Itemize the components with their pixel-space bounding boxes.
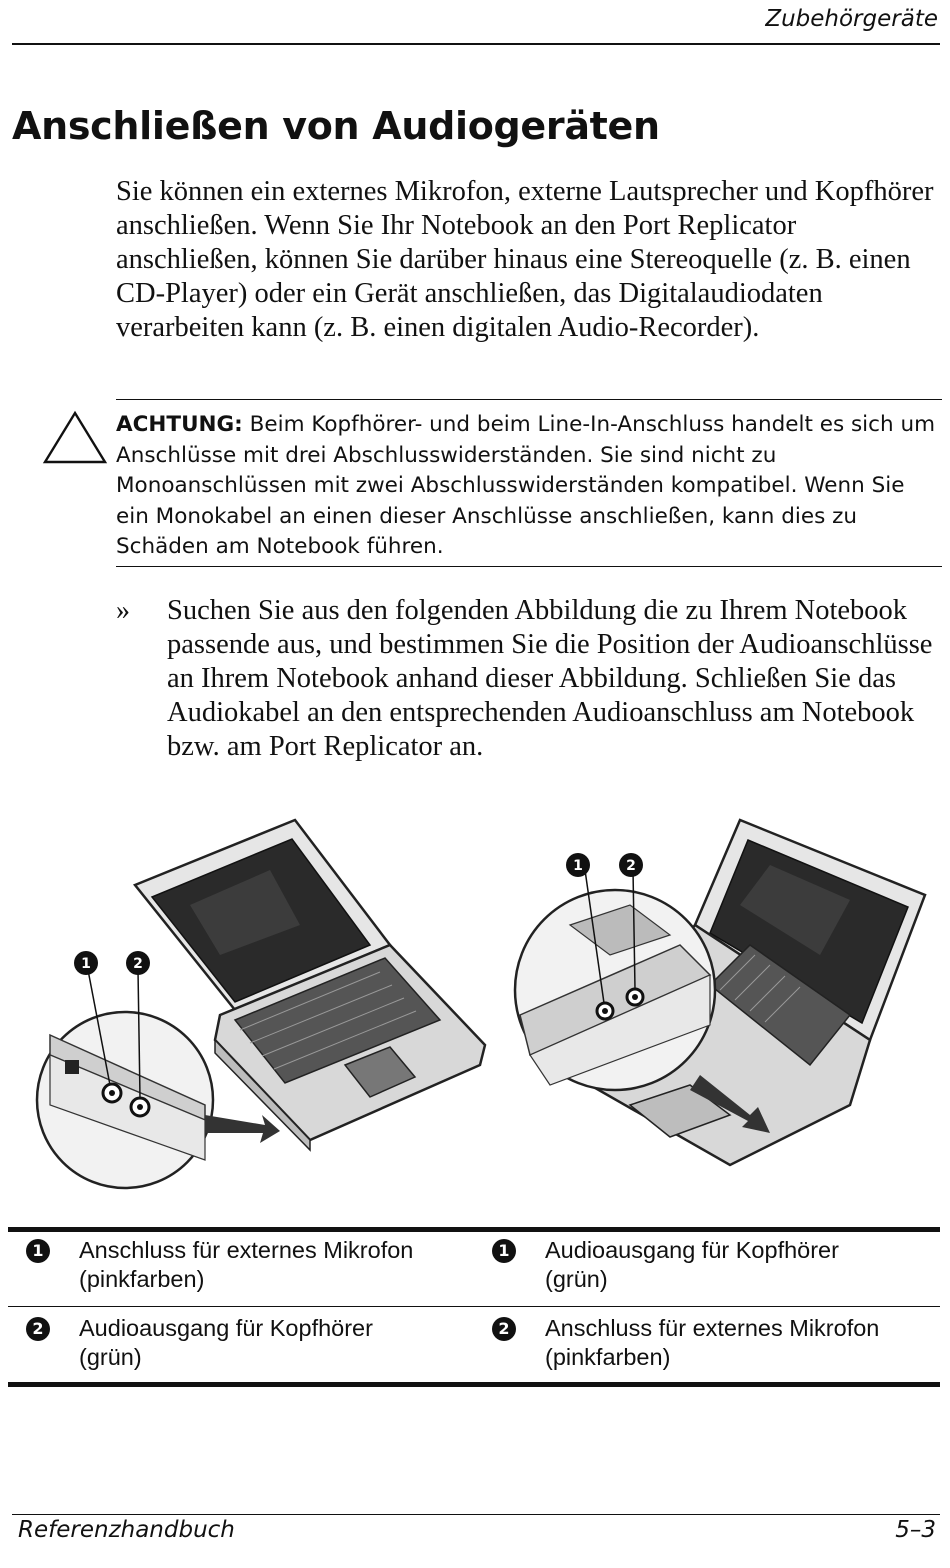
- legend-row2-left-text: [79, 1314, 373, 1372]
- legend-rule-bottom: [8, 1382, 940, 1387]
- right-callout-1: [566, 853, 590, 877]
- section-title: Anschließen von Audiogeräten: [12, 104, 660, 148]
- caution-triangle-icon: [42, 410, 108, 466]
- caution-text: Beim Kopfhörer- und beim Line-In-Anschluss handelt es sich um Anschlüsse mit drei Abschlusswiderständen. Sie sind nicht zu Monoanschlüssen mit zwei Abschlusswiderständen kompatibel. Wenn Sie ein Monokabel an einen dieser Anschlüsse anschließen, kann dies zu Schäden am Notebook führen.: [116, 412, 936, 559]
- legend-row1-right-number: 1: [492, 1239, 516, 1263]
- legend-row1-right-line2: (grün): [545, 1266, 608, 1292]
- legend-row2-right-text: [545, 1314, 879, 1372]
- left-callout-1-label: 1: [81, 956, 91, 972]
- legend-row2-left-line1: Audioausgang für Kopfhörer: [79, 1315, 373, 1341]
- left-callout-2-label: 2: [133, 956, 143, 972]
- left-callout-2: [126, 951, 150, 975]
- right-callout-2-label: 2: [626, 858, 636, 874]
- legend-row2-right-line2: (pinkfarben): [545, 1344, 671, 1370]
- step-bullet: »: [116, 595, 130, 626]
- caution-block: [116, 410, 942, 563]
- legend-row1-right-line1: Audioausgang für Kopfhörer: [545, 1237, 839, 1263]
- left-callout-1: [74, 951, 98, 975]
- left-notebook-drawing: [37, 820, 485, 1188]
- footer-manual-title: Referenzhandbuch: [18, 1517, 235, 1543]
- legend-row1-left-text: [79, 1236, 413, 1294]
- running-header: Zubehörgeräte: [765, 6, 938, 32]
- caution-rule-top: [116, 399, 942, 400]
- intro-paragraph: Sie können ein externes Mikrofon, externe Lautsprecher und Kopfhörer anschließen. Wenn Sie Ihr Notebook an den Port Replicator anschließen, können Sie darüber hinaus eine Stereoquelle (z. B. einen CD-Player) oder ein Gerät anschließen, das Digitalaudiodaten verarbeiten kann (z. B. einen digitalen Audio-Recorder).: [116, 176, 934, 343]
- header-rule: [12, 43, 940, 45]
- right-callout-1-label: 1: [573, 858, 583, 874]
- legend-row2-right-line1: Anschluss für externes Mikrofon: [545, 1315, 880, 1341]
- footer-page-number: 5–3: [895, 1517, 936, 1543]
- legend-row1-left-line2: (pinkfarben): [79, 1266, 205, 1292]
- legend-row2-right-number: 2: [492, 1317, 516, 1341]
- legend-row2-left-line2: (grün): [79, 1344, 142, 1370]
- legend-row1-left-line1: Anschluss für externes Mikrofon: [79, 1237, 414, 1263]
- step-text: Suchen Sie aus den folgenden Abbildung die zu Ihrem Notebook passende aus, und bestimmen Sie die Position der Audioanschlüsse an Ihrem Notebook anhand dieser Abbildung. Schließen Sie das Audiokabel an den entsprechenden Audioanschluss am Notebook bzw. am Port Replicator an.: [167, 595, 933, 762]
- legend-row1-right-text: [545, 1236, 839, 1294]
- caution-label: ACHTUNG:: [116, 412, 243, 437]
- legend-rule-mid: [8, 1306, 940, 1307]
- legend-row2-left-number: 2: [26, 1317, 50, 1341]
- caution-rule-bottom: [116, 566, 942, 567]
- legend-rule-top: [8, 1227, 940, 1232]
- legend-row1-left-number: 1: [26, 1239, 50, 1263]
- notebook-audio-ports-illustration: [30, 815, 930, 1195]
- right-callout-2: [619, 853, 643, 877]
- footer-rule: [12, 1514, 940, 1515]
